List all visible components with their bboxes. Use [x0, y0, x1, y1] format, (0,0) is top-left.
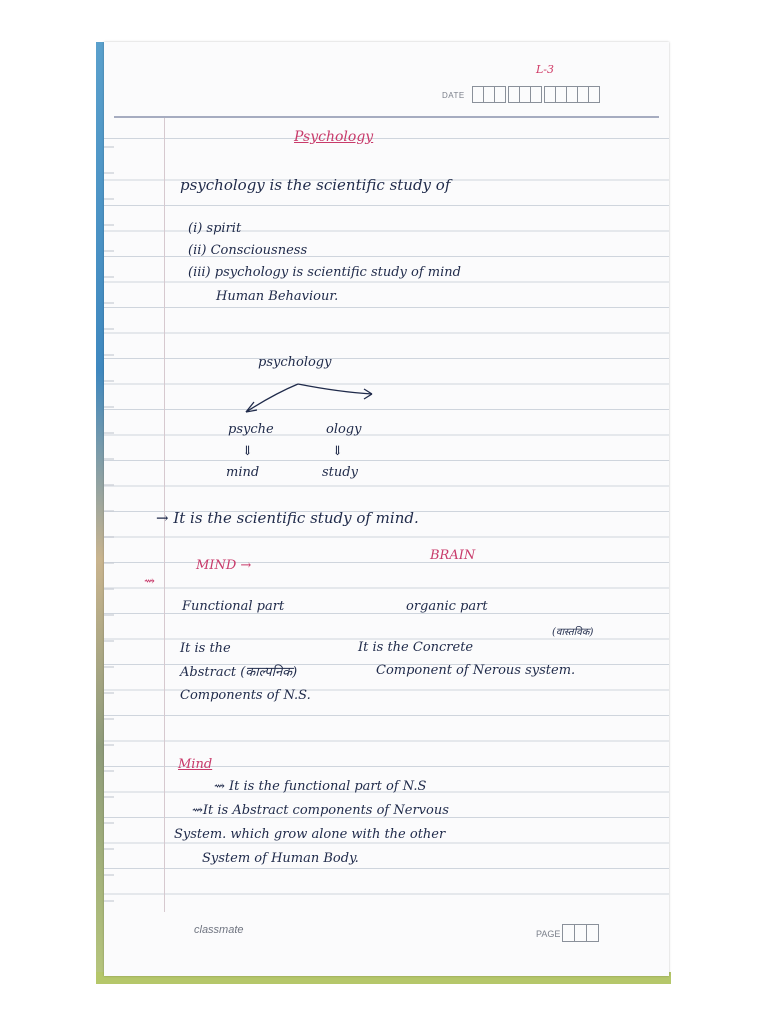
mind-desc-3: Components of N.S.	[180, 688, 311, 703]
mind-point-3: System. which grow alone with the other	[174, 827, 446, 842]
date-box	[530, 86, 542, 103]
mind-desc-1: It is the	[180, 641, 231, 656]
mind-point-1: ⇝ It is the functional part of N.S	[214, 779, 427, 794]
mind-functional-part: Functional part	[182, 599, 285, 614]
brain-desc-1: It is the Concrete	[358, 640, 474, 655]
diagram-ology: ology	[326, 422, 362, 437]
list-item-consciousness: (ii) Consciousness	[188, 243, 308, 258]
page-footer	[104, 912, 669, 976]
page-number-note: L-3	[536, 63, 555, 76]
diagram-right-down-arrow: ⇓	[332, 444, 343, 459]
brain-organic-part: organic part	[406, 599, 488, 614]
brand-label: classmate	[194, 924, 244, 936]
summary-line: → It is the scientific study of mind.	[156, 509, 419, 527]
arrow-head-ology	[364, 389, 372, 399]
mind-point-2: ⇝It is Abstract components of Nervous	[192, 803, 449, 818]
diagram-root-word: psychology	[258, 355, 332, 370]
list-item-spirit: (i) spirit	[188, 221, 242, 236]
diagram-study: study	[322, 465, 358, 480]
list-item-human-behaviour: Human Behaviour.	[216, 289, 339, 304]
diagram-psyche: psyche	[228, 422, 274, 437]
page-number-boxes	[562, 924, 598, 942]
brain-hindi-note: (वास्तविक)	[552, 627, 594, 638]
mind-section-heading: Mind	[178, 757, 213, 772]
date-box	[588, 86, 600, 103]
arrow-to-ology	[298, 384, 372, 394]
page-edge-lines	[104, 122, 114, 922]
page-label: PAGE	[536, 929, 561, 939]
diagram-left-down-arrow: ⇓	[242, 444, 253, 459]
brain-label: BRAIN	[430, 548, 476, 563]
list-item-scientific-study: (iii) psychology is scientific study of mind	[188, 265, 461, 280]
page-header	[104, 42, 669, 118]
date-day-boxes	[472, 86, 505, 103]
side-arrow: ⇝	[144, 574, 155, 589]
mind-label: MIND →	[196, 558, 252, 573]
brain-desc-2: Component of Nerous system.	[376, 663, 576, 678]
date-label: DATE	[442, 91, 465, 100]
arrow-to-psyche	[246, 384, 298, 412]
definition-line: psychology is the scientific study of	[180, 176, 451, 194]
header-rule	[114, 116, 659, 118]
date-boxes	[472, 86, 599, 103]
notes-title: Psychology	[294, 129, 374, 145]
notebook-page	[104, 42, 669, 976]
diagram-mind: mind	[226, 465, 260, 480]
page-box	[586, 924, 599, 942]
arrow-head-psyche	[246, 402, 257, 412]
date-box	[494, 86, 506, 103]
mind-desc-2: Abstract (काल्पनिक)	[180, 665, 298, 680]
date-year-boxes	[544, 86, 599, 103]
date-month-boxes	[508, 86, 541, 103]
mind-point-4: System of Human Body.	[202, 851, 359, 866]
